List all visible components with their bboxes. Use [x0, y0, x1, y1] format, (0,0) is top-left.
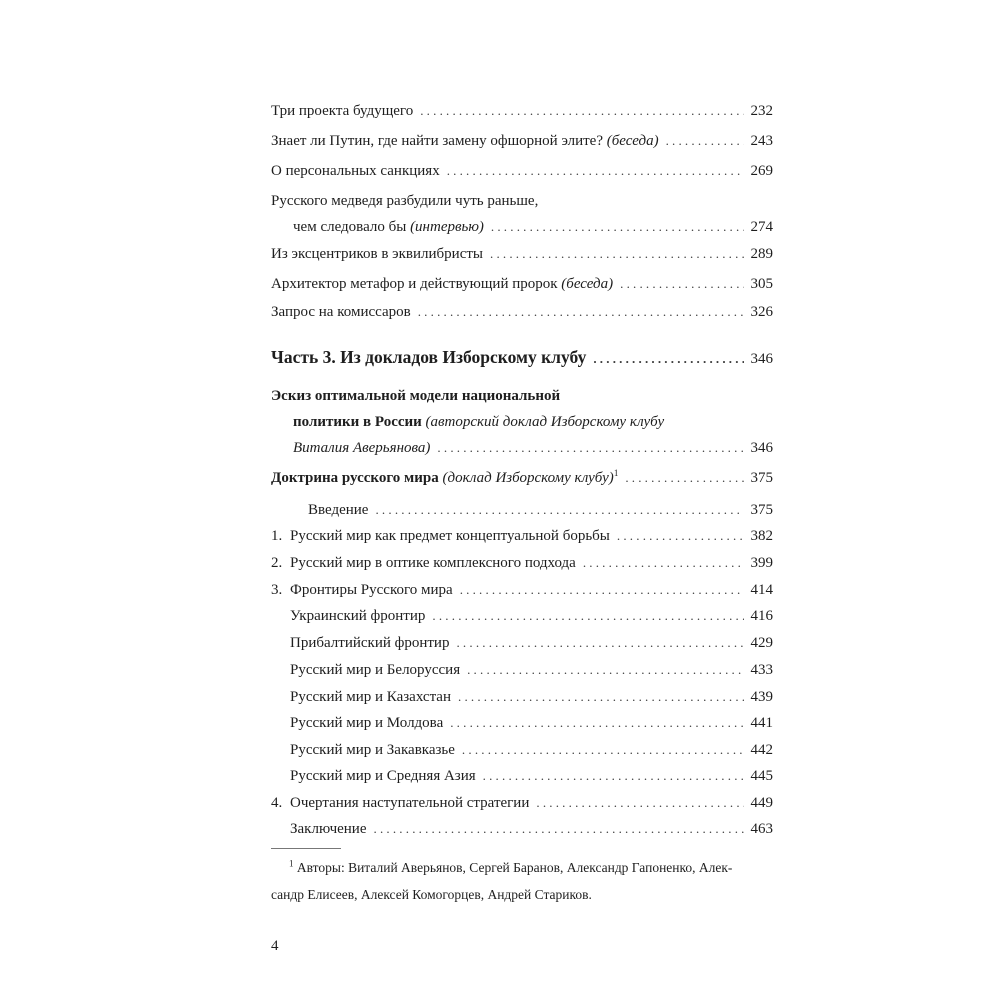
section-title: Очертания наступательной стратегии: [290, 795, 530, 811]
toc-entry: [271, 98, 773, 124]
dot-leader: [456, 630, 743, 656]
toc-subsection: [271, 737, 773, 763]
subsection-title: Прибалтийский фронтир: [290, 635, 450, 651]
footnote: [271, 845, 776, 908]
section-number: 3.: [271, 582, 283, 598]
toc-entry-title: Запрос на комиссаров: [271, 304, 411, 320]
dot-leader: [375, 497, 743, 523]
section-title: Фронтиры Русского мира: [290, 582, 453, 598]
toc-entry-title: Эскиз оптимальной модели национальной: [271, 388, 561, 404]
dot-leader: [432, 603, 743, 629]
footnote-number: 1: [289, 858, 294, 869]
section-page: 382: [750, 528, 773, 544]
dot-leader: [666, 128, 744, 154]
dot-leader: [583, 550, 744, 576]
section-page: 449: [750, 795, 773, 811]
dot-leader: [625, 465, 743, 491]
toc-section: [271, 497, 773, 523]
toc-entry: [271, 241, 773, 267]
dot-leader: [483, 763, 744, 789]
section-number: 2.: [271, 555, 283, 571]
part-heading: [271, 344, 773, 372]
footnote-text-line1: Авторы: Виталий Аверьянов, Сергей Баранов, Александр Гапоненко, Алек-: [296, 860, 733, 875]
toc-entry-note: (интервью): [410, 219, 484, 235]
subsection-page: 429: [750, 635, 773, 651]
footnote-mark: 1: [613, 468, 619, 478]
dot-leader: [593, 346, 743, 372]
dot-leader: [374, 816, 744, 842]
section-page: 414: [750, 582, 773, 598]
toc-subsection: [271, 684, 773, 710]
section-title: Русский мир в оптике комплексного подхода: [290, 555, 576, 571]
toc-entry-note: (доклад Изборскому клубу): [442, 470, 614, 486]
subsection-title: Русский мир и Молдова: [290, 715, 444, 731]
subsection-title: Русский мир и Средняя Азия: [290, 768, 476, 784]
toc-section: [271, 577, 773, 603]
toc-entry-note-continuation: Виталия Аверьянова): [293, 440, 431, 456]
dot-leader: [437, 435, 743, 461]
part-page: 346: [750, 351, 773, 367]
toc-entry-note: (авторский доклад Изборскому клубу: [425, 414, 665, 430]
page-number: 4: [271, 938, 279, 954]
subsection-title: Украинский фронтир: [290, 608, 426, 624]
dot-leader: [420, 98, 743, 124]
toc-entry-page: 232: [750, 103, 773, 119]
subsection-page: 463: [750, 821, 773, 837]
subsection-page: 445: [750, 768, 773, 784]
section-title: Русский мир как предмет концептуальной борьбы: [290, 528, 610, 544]
toc-entry-page: 289: [750, 246, 773, 262]
subsection-page: 441: [750, 715, 773, 731]
toc-entry-title: Архитектор метафор и действующий пророк: [271, 276, 558, 292]
toc-entry-page: 305: [750, 276, 773, 292]
toc-entry-page: 346: [750, 440, 773, 456]
toc-subsection: [271, 657, 773, 683]
dot-leader: [490, 241, 744, 267]
toc-section: [271, 790, 773, 816]
toc-entry-title: Доктрина русского мира: [271, 470, 439, 486]
dot-leader: [418, 299, 744, 325]
dot-leader: [620, 271, 743, 297]
toc-entry-page: 243: [750, 133, 773, 149]
section-number: 4.: [271, 795, 283, 811]
toc-entry-title: Русского медведя разбудили чуть раньше,: [271, 193, 539, 209]
toc-entry-note: (беседа): [561, 276, 614, 292]
toc-subsection: [271, 816, 773, 842]
toc-entry-title: Знает ли Путин, где найти замену офшорной элите?: [271, 133, 603, 149]
subsection-page: 442: [750, 742, 773, 758]
toc-entry-page: 326: [750, 304, 773, 320]
toc-entry: [271, 158, 773, 184]
section-title: Введение: [308, 502, 369, 518]
toc-entry-page: 375: [750, 470, 773, 486]
dot-leader: [447, 158, 744, 184]
toc-entry-title-continuation: политики в России: [293, 414, 422, 430]
toc-entry: [271, 188, 773, 240]
dot-leader: [462, 737, 744, 763]
dot-leader: [467, 657, 743, 683]
footnote-text-line2: сандр Елисеев, Алексей Комогорцев, Андрей Стариков.: [271, 887, 592, 902]
subsection-page: 433: [750, 662, 773, 678]
dot-leader: [460, 577, 744, 603]
toc-entry: [271, 128, 773, 154]
section-page: 399: [750, 555, 773, 571]
subsection-title: Русский мир и Белоруссия: [290, 662, 461, 678]
subsection-title: Русский мир и Казахстан: [290, 689, 451, 705]
subsection-page: 439: [750, 689, 773, 705]
toc-entry-page: 274: [750, 219, 773, 235]
dot-leader: [491, 214, 744, 240]
toc-entry: [271, 299, 773, 325]
toc-entry-note: (беседа): [606, 133, 659, 149]
toc-subsection: [271, 710, 773, 736]
section-number: 1.: [271, 528, 283, 544]
section-page: 375: [750, 502, 773, 518]
toc-entry-title-continuation: чем следовало бы: [293, 219, 407, 235]
part-title: Часть 3. Из докладов Изборскому клубу: [271, 347, 587, 367]
dot-leader: [458, 684, 744, 710]
toc-entry-doctrine: [271, 465, 773, 491]
dot-leader: [536, 790, 743, 816]
dot-leader: [450, 710, 743, 736]
toc-entry-title: Из эксцентриков в эквилибристы: [271, 246, 483, 262]
toc-subsection: [271, 603, 773, 629]
toc-subsection: [271, 763, 773, 789]
toc-entry-page: 269: [750, 163, 773, 179]
toc-section: [271, 523, 773, 549]
toc-subsection: [271, 630, 773, 656]
dot-leader: [617, 523, 744, 549]
toc-entry-title: О персональных санкциях: [271, 163, 440, 179]
toc-entry-title: Три проекта будущего: [271, 103, 414, 119]
toc-entry-sketch: [271, 383, 773, 461]
toc-section: [271, 550, 773, 576]
subsection-title: Русский мир и Закавказье: [290, 742, 455, 758]
toc-entry: [271, 271, 773, 297]
subsection-title: Заключение: [290, 821, 367, 837]
subsection-page: 416: [750, 608, 773, 624]
